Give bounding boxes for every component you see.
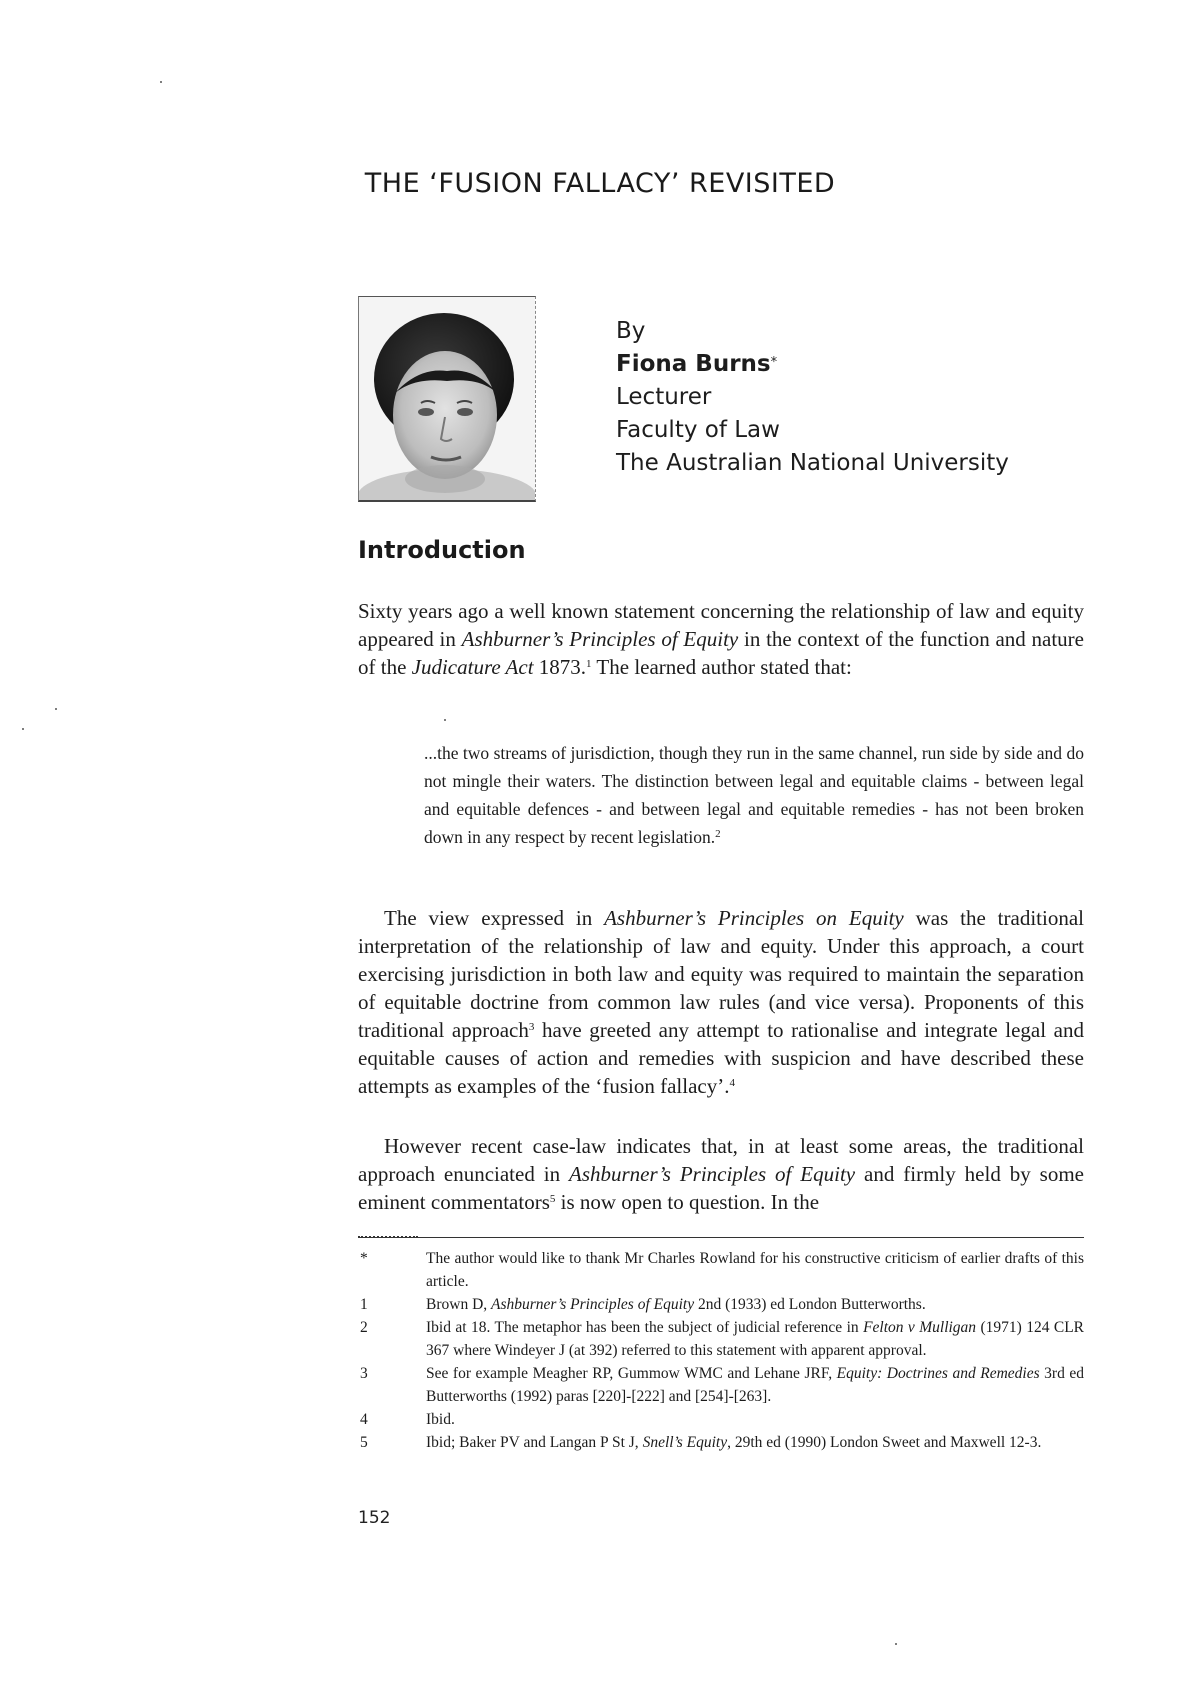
text-run: Ibid at 18. The metaphor has been the subject of judicial reference in bbox=[426, 1319, 864, 1336]
text-run: Sixty years ago a well known statement concerning the relationship of law and equity appeared in bbox=[358, 599, 1084, 651]
text-run: See for example Meagher RP, Gummow WMC and Lehane JRF, bbox=[426, 1365, 837, 1382]
section-heading-introduction: Introduction bbox=[358, 536, 526, 564]
article-title: THE ‘FUSION FALLACY’ REVISITED bbox=[364, 168, 836, 199]
italic-title: Judicature Act bbox=[411, 655, 534, 679]
author-byline bbox=[616, 315, 1009, 480]
text-run: in the context of the function and nature of the bbox=[358, 627, 1084, 679]
footnote-mark: 1 bbox=[360, 1296, 368, 1313]
text-run: and firmly held by some eminent commentators bbox=[358, 1162, 1084, 1214]
page-number: 152 bbox=[358, 1508, 391, 1528]
author-university: The Australian National University bbox=[616, 450, 1009, 476]
byline-by: By bbox=[616, 318, 646, 344]
footnote-text: The author would like to thank Mr Charles Rowland for his constructive criticism of earlier drafts of this article. bbox=[426, 1250, 1084, 1290]
footnote-ref-1[interactable]: 1 bbox=[586, 658, 592, 670]
footnote-text bbox=[426, 1293, 1084, 1316]
text-run: 1873. bbox=[533, 655, 587, 679]
footnote-item bbox=[358, 1408, 1084, 1431]
text-run: Brown D, bbox=[426, 1296, 492, 1313]
text-run: have greeted any attempt to rationalise and integrate legal and equitable causes of action and remedies with suspicion and have described these attempts as examples of the ‘fusion fallacy’. bbox=[358, 1018, 1084, 1098]
footnote-mark: 2 bbox=[360, 1319, 368, 1336]
footnote-item bbox=[358, 1316, 1084, 1362]
italic-title: Equity: Doctrines and Remedies bbox=[836, 1365, 1040, 1382]
footnote-item bbox=[358, 1362, 1084, 1408]
footnote-ref-4[interactable]: 4 bbox=[729, 1077, 735, 1089]
footnote-item bbox=[358, 1247, 1084, 1293]
footnote-text bbox=[426, 1316, 1084, 1362]
italic-title: Ashburner’s Principles of Equity bbox=[461, 627, 739, 651]
paragraph-2 bbox=[358, 904, 1084, 1100]
text-run: is now open to question. In the bbox=[555, 1190, 820, 1214]
footnotes-list bbox=[358, 1247, 1084, 1454]
footnote-ref-2[interactable]: 2 bbox=[715, 828, 721, 840]
footnote-mark: * bbox=[360, 1250, 368, 1267]
scan-speck bbox=[895, 1643, 897, 1645]
scan-speck bbox=[55, 708, 57, 710]
author-portrait-image bbox=[359, 297, 535, 500]
text-run: The view expressed in bbox=[384, 906, 605, 930]
footnote-ref-5[interactable]: 5 bbox=[549, 1193, 556, 1205]
footnote-ref-3[interactable]: 3 bbox=[528, 1021, 535, 1033]
footnote-item bbox=[358, 1293, 1084, 1316]
text-run: 3rd ed Butterworths (1992) paras [220]-[222] and [254]-[263]. bbox=[426, 1365, 1085, 1405]
author-footnote-mark[interactable]: * bbox=[770, 355, 778, 370]
footnote-text bbox=[426, 1431, 1084, 1454]
quote-text: ...the two streams of jurisdiction, though they run in the same channel, run side by side and do not mingle their waters. The distinction between legal and equitable claims - between legal and equitable defences - and between legal and equitable remedies - has not been broken down in any respect by recent legislation. bbox=[424, 743, 1084, 847]
italic-title: Snell’s Equity bbox=[642, 1434, 728, 1451]
footnote-mark: 4 bbox=[360, 1411, 368, 1428]
footnote-separator bbox=[358, 1237, 1084, 1238]
text-run: 2nd (1933) ed London Butterworths. bbox=[694, 1296, 926, 1313]
text-run: , 29th ed (1990) London Sweet and Maxwell 12-3. bbox=[727, 1434, 1042, 1451]
italic-title: Felton v Mulligan bbox=[863, 1319, 977, 1336]
scan-speck bbox=[444, 719, 446, 721]
footnote-item bbox=[358, 1431, 1084, 1454]
author-position: Lecturer bbox=[616, 384, 712, 410]
text-run: (1971) 124 CLR 367 where Windeyer J (at 392) referred to this statement with apparent approval. bbox=[426, 1319, 1085, 1359]
scan-speck bbox=[160, 81, 162, 83]
paragraph-intro bbox=[358, 597, 1084, 681]
footnote-mark: 3 bbox=[360, 1365, 368, 1382]
text-run: The learned author stated that: bbox=[591, 655, 852, 679]
footnote-text: Ibid. bbox=[426, 1411, 455, 1428]
text-run: Ibid; Baker PV and Langan P St J, bbox=[426, 1434, 643, 1451]
author-name: Fiona Burns bbox=[616, 351, 771, 377]
paragraph-3 bbox=[358, 1132, 1084, 1216]
footnote-mark: 5 bbox=[360, 1434, 368, 1451]
italic-title: Ashburner’s Principles on Equity bbox=[604, 906, 904, 930]
author-name-line bbox=[616, 348, 1009, 381]
author-photo bbox=[358, 296, 536, 502]
text-run: was the traditional interpretation of the relationship of law and equity. Under this approach, a court exercising jurisdiction in both law and equity was required to maintain the separation of equitable doctrine from common law rules (and vice versa). Proponents of this traditional approach bbox=[358, 906, 1084, 1042]
author-faculty: Faculty of Law bbox=[616, 417, 780, 443]
block-quote bbox=[424, 739, 1084, 851]
italic-title: Ashburner’s Principles of Equity bbox=[491, 1296, 695, 1313]
footnote-text bbox=[426, 1362, 1084, 1408]
scan-speck bbox=[22, 728, 24, 730]
italic-title: Ashburner’s Principles of Equity bbox=[569, 1162, 856, 1186]
text-run: However recent case-law indicates that, in at least some areas, the traditional approach enunciated in bbox=[358, 1134, 1084, 1186]
